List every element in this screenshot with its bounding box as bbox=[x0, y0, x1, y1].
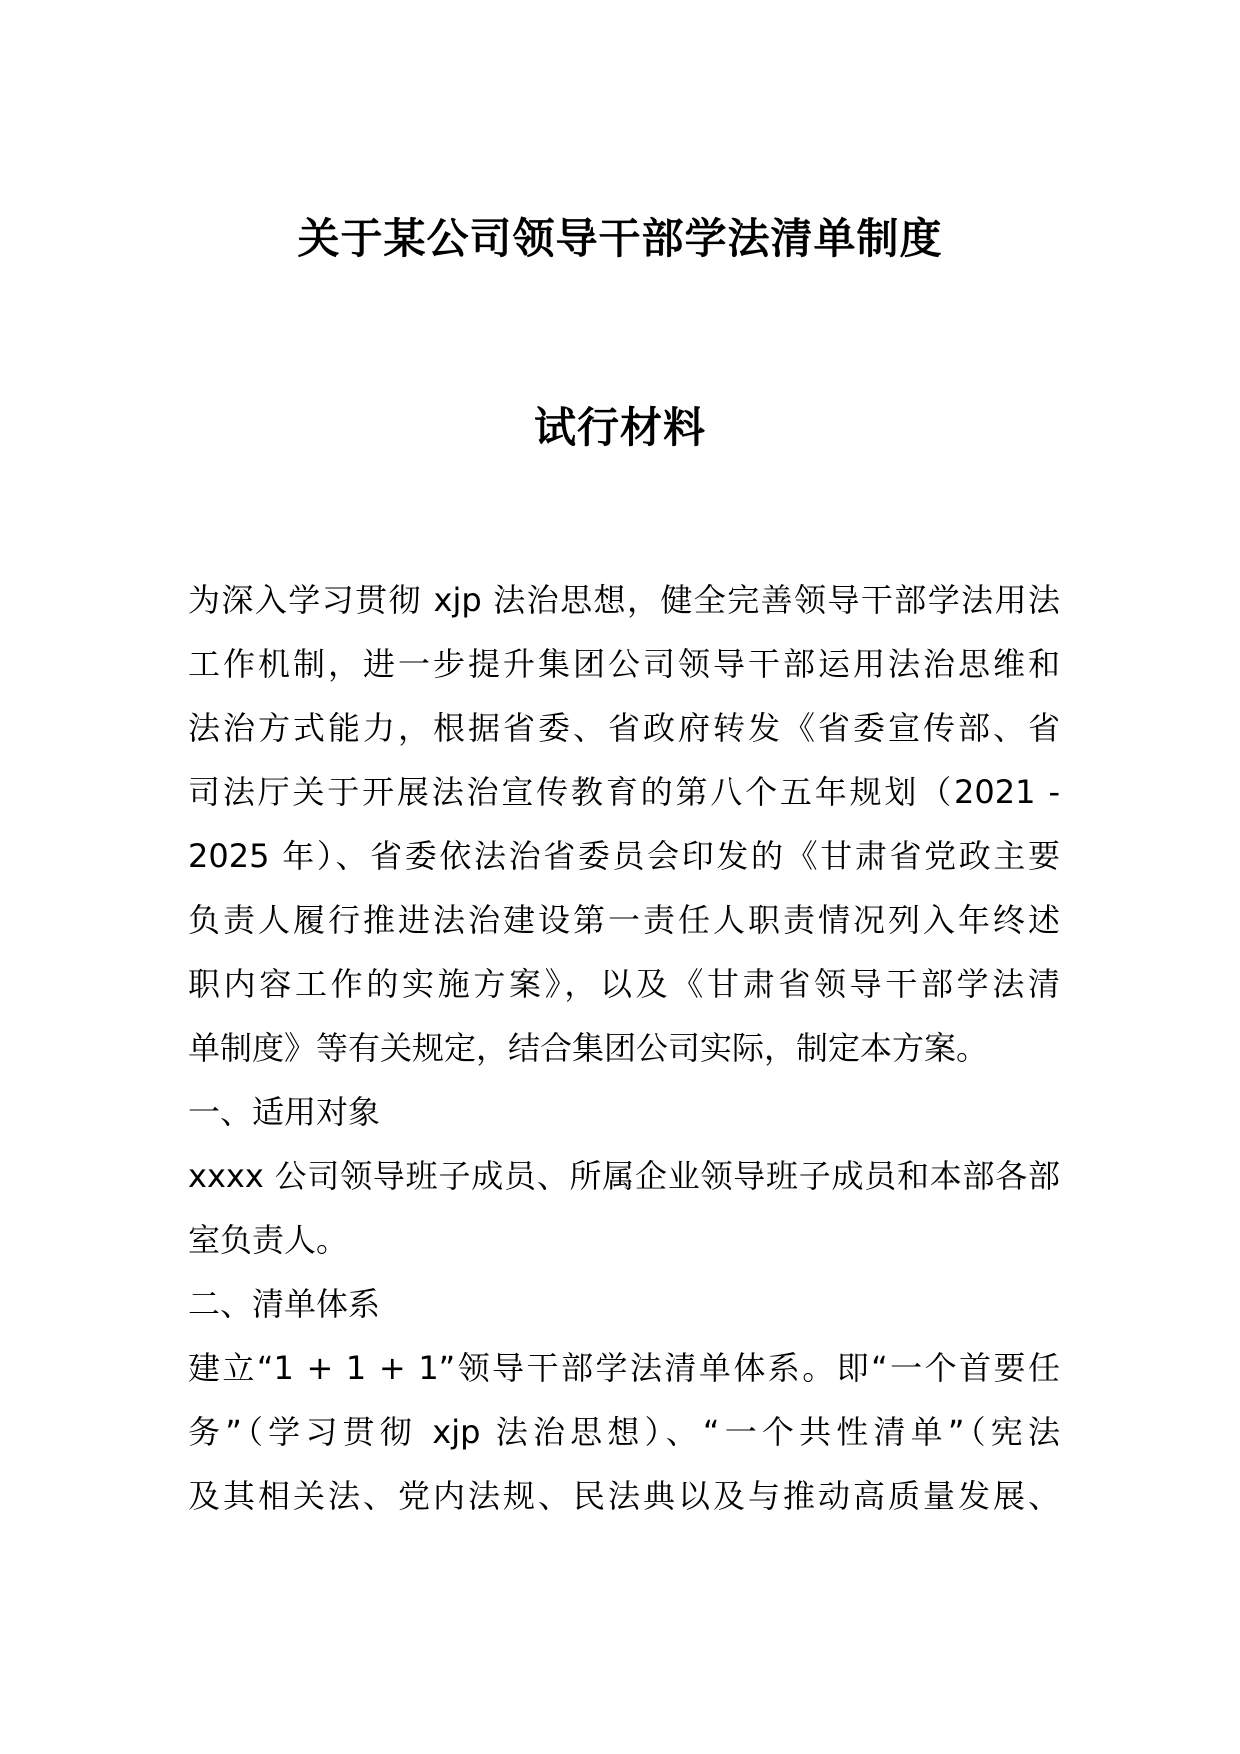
document-title: 关于某公司领导干部学法清单制度 bbox=[297, 214, 943, 263]
body-text-line: 负责人履行推进法治建设第一责任人职责情况列入年终述 bbox=[188, 901, 1060, 939]
body-text-line: 司法厅关于开展法治宣传教育的第八个五年规划（2021 - bbox=[188, 773, 1060, 811]
document-body bbox=[188, 568, 1060, 1528]
body-text-line: 为深入学习贯彻 xjp 法治思想，健全完善领导干部学法用法 bbox=[188, 581, 1060, 619]
body-text-line: 单制度》等有关规定，结合集团公司实际，制定本方案。 bbox=[188, 1029, 989, 1067]
body-text-line: 2025 年）、省委依法治省委员会印发的《甘肃省党政主要 bbox=[188, 837, 1060, 875]
body-text-line: 职内容工作的实施方案》，以及《甘肃省领导干部学法清 bbox=[188, 965, 1060, 1003]
body-text-line: 建立“1 + 1 + 1”领导干部学法清单体系。即“一个首要任 bbox=[188, 1349, 1060, 1387]
body-text-line: xxxx 公司领导班子成员、所属企业领导班子成员和本部各部 bbox=[188, 1157, 1060, 1195]
body-text-line: 务”（学习贯彻 xjp 法治思想）、“一个共性清单”（宪法 bbox=[188, 1413, 1060, 1451]
document-subtitle: 试行材料 bbox=[533, 403, 706, 452]
body-text-line: 室负责人。 bbox=[188, 1221, 349, 1259]
body-text-line: 一、适用对象 bbox=[188, 1093, 381, 1131]
body-text-line: 法治方式能力，根据省委、省政府转发《省委宣传部、省 bbox=[188, 709, 1060, 747]
body-text-line: 工作机制，进一步提升集团公司领导干部运用法治思维和 bbox=[188, 645, 1060, 683]
body-text-line: 及其相关法、党内法规、民法典以及与推动高质量发展、 bbox=[188, 1477, 1060, 1515]
body-text-line: 二、清单体系 bbox=[188, 1285, 381, 1323]
